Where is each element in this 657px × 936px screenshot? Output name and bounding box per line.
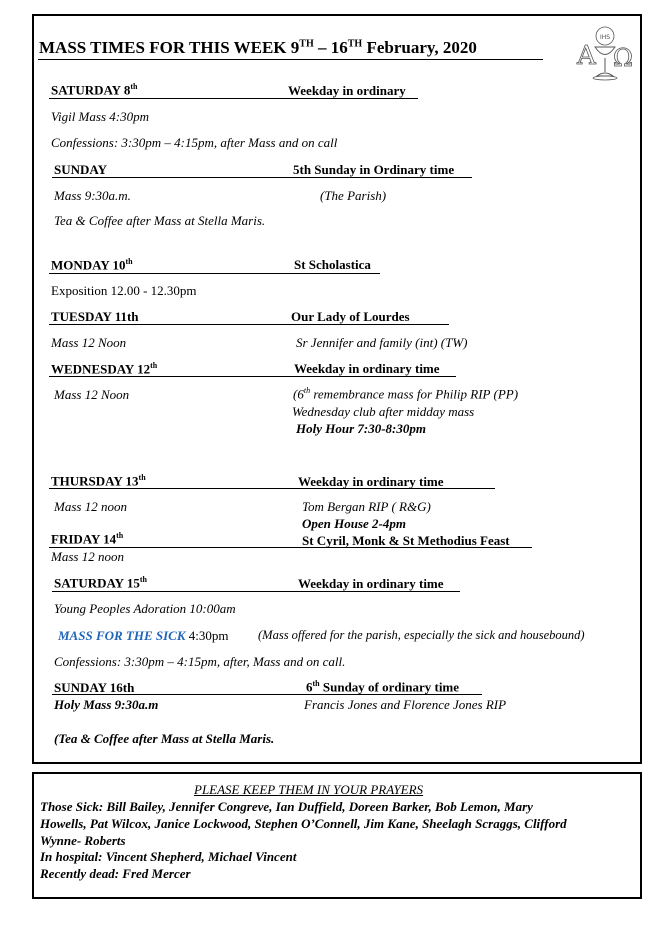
mass-tuesday: Mass 12 Noon: [51, 335, 127, 350]
mass-friday: Mass 12 noon: [51, 549, 124, 564]
rule: [49, 98, 418, 99]
day-friday-14: FRIDAY 14th: [51, 531, 124, 547]
alpha-omega-chalice-icon: [573, 20, 637, 82]
day-thursday-13: THURSDAY 13th: [51, 473, 146, 489]
rule: [49, 324, 449, 325]
tea-sunday-16: (Tea & Coffee after Mass at Stella Maris.: [54, 731, 275, 746]
feast-sunday: 5th Sunday in Ordinary time: [293, 162, 455, 177]
open-house: Open House 2-4pm: [302, 516, 406, 531]
feast-thursday-13: Weekday in ordinary time: [298, 474, 444, 489]
confessions-sat15: Confessions: 3:30pm – 4:15pm, after, Mass and on call.: [54, 654, 346, 669]
page-title: MASS TIMES FOR THIS WEEK 9TH – 16TH February, 2020: [39, 38, 477, 57]
day-sunday-16: SUNDAY 16th: [54, 680, 135, 695]
tea-sunday: Tea & Coffee after Mass at Stella Maris.: [54, 213, 266, 228]
svg-text:A: A: [577, 41, 596, 71]
intention-sunday: (The Parish): [320, 188, 387, 203]
feast-saturday-15: Weekday in ordinary time: [298, 576, 444, 591]
svg-text:Ω: Ω: [613, 44, 633, 72]
wednesday-club: Wednesday club after midday mass: [292, 404, 475, 419]
feast-saturday-8: Weekday in ordinary: [288, 83, 406, 98]
mass-sunday-16: Holy Mass 9:30a.m: [54, 697, 159, 712]
feast-monday-10: St Scholastica: [294, 257, 371, 272]
exposition: Exposition 12.00 - 12.30pm: [51, 283, 197, 298]
mass-thursday: Mass 12 noon: [54, 499, 127, 514]
rule: [49, 547, 532, 548]
those-sick-line-2: Howells, Pat Wilcox, Janice Lockwood, Stephen O’Connell, Jim Kane, Sheelagh Scraggs, Clifford: [40, 816, 567, 831]
vigil-mass: Vigil Mass 4:30pm: [51, 109, 149, 124]
rule: [52, 177, 472, 178]
logo-monogram: IHS: [599, 34, 611, 41]
rule: [52, 591, 460, 592]
day-sunday: SUNDAY: [54, 162, 107, 177]
confessions-sat8: Confessions: 3:30pm – 4:15pm, after Mass and on call: [51, 135, 338, 150]
rule: [49, 273, 380, 274]
feast-sunday-16: 6th Sunday of ordinary time: [306, 679, 460, 695]
sick-mass-note: (Mass offered for the parish, especially the sick and housebound): [258, 628, 585, 642]
feast-friday-14: St Cyril, Monk & St Methodius Feast: [302, 533, 510, 548]
rule: [49, 488, 495, 489]
those-sick-line-3: Wynne- Roberts: [40, 833, 126, 848]
rule: [52, 694, 482, 695]
those-sick-line-1: Those Sick: Bill Bailey, Jennifer Congreve, Ian Duffield, Doreen Barker, Bob Lemon, Mary: [40, 799, 533, 814]
intention-thursday: Tom Bergan RIP ( R&G): [302, 499, 431, 514]
day-saturday-8: SATURDAY 8th: [51, 82, 138, 98]
intention-tuesday: Sr Jennifer and family (int) (TW): [296, 335, 468, 350]
recently-dead: Recently dead: Fred Mercer: [40, 866, 191, 881]
remembrance-mass: (6th remembrance mass for Philip RIP (PP): [293, 386, 519, 402]
day-monday-10: MONDAY 10th: [51, 257, 133, 273]
day-saturday-15: SATURDAY 15th: [54, 575, 147, 591]
mass-for-the-sick: MASS FOR THE SICK 4:30pm: [58, 628, 229, 643]
holy-hour: Holy Hour 7:30-8:30pm: [296, 421, 426, 436]
feast-tuesday-11: Our Lady of Lourdes: [291, 309, 410, 324]
title-underline: [38, 59, 543, 60]
intention-sunday-16: Francis Jones and Florence Jones RIP: [304, 697, 507, 712]
day-tuesday-11: TUESDAY 11th: [51, 309, 139, 324]
young-peoples-adoration: Young Peoples Adoration 10:00am: [54, 601, 236, 616]
rule: [49, 376, 456, 377]
prayers-heading: PLEASE KEEP THEM IN YOUR PRAYERS: [194, 782, 424, 797]
mass-sunday: Mass 9:30a.m.: [54, 188, 131, 203]
mass-wednesday: Mass 12 Noon: [54, 387, 130, 402]
day-wednesday-12: WEDNESDAY 12th: [51, 361, 158, 377]
feast-wednesday-12: Weekday in ordinary time: [294, 361, 440, 376]
in-hospital: In hospital: Vincent Shepherd, Michael Vincent: [40, 849, 297, 864]
